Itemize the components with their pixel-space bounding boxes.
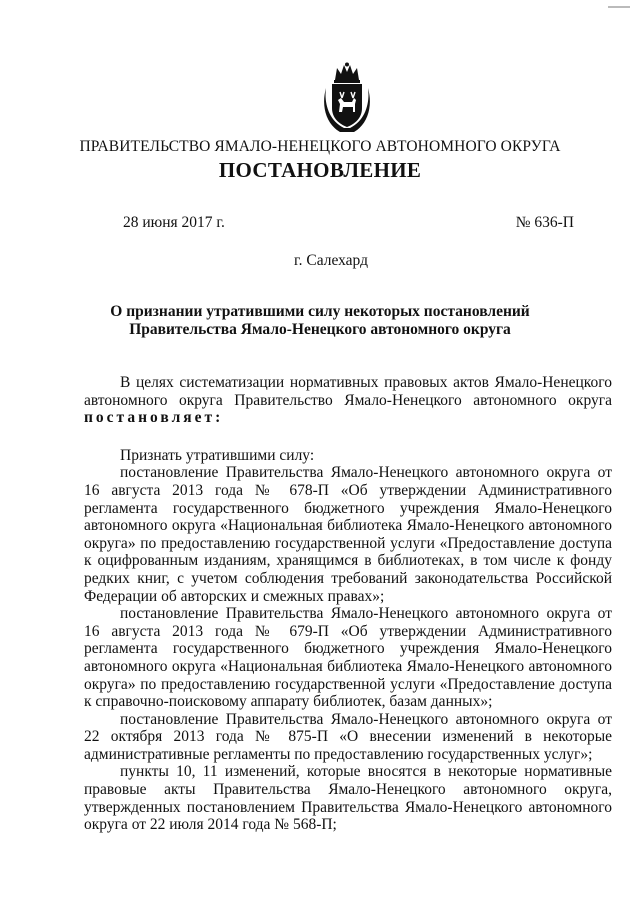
list-item: постановление Правительства Ямало-Ненецкого автономного округа от 16 августа 2013 года № 678-П «Об утверждении Административного регламента государственного бюджетного учреждения Ямало-Ненецкого автономного округа «Национальная библиотека Ямало-Ненецкого автономного округа» по предоставлению государственной услуги «Предоставление доступа к оцифрованным изданиям, хранящимся в библиотеках, в том числе к фонду редких книг, с учетом соблюдения требований законодательства Российской Федерации об авторских и смежных правах»; — [84, 464, 612, 605]
decree-word: постановляет: — [84, 409, 224, 427]
document-number: № 636-П — [515, 214, 574, 231]
yanao-coat-of-arms-icon — [322, 62, 372, 134]
government-name: ПРАВИТЕЛЬСТВО ЯМАЛО-НЕНЕЦКОГО АВТОНОМНОГО ОКРУГА — [79, 138, 561, 155]
document-type: ПОСТАНОВЛЕНИЕ — [218, 158, 422, 182]
intro-text: В целях систематизации нормативных правовых актов Ямало-Ненецкого автономного округа Правительство Ямало-Ненецкого автономного округа — [84, 374, 612, 409]
document-title-line: О признании утратившими силу некоторых постановлений — [110, 303, 530, 320]
intro-paragraph — [84, 374, 612, 427]
list-item: постановление Правительства Ямало-Ненецкого автономного округа от 22 октября 2013 года № 875-П «О внесении изменений в некоторые административные регламенты по предоставлению государственных услуг»; — [84, 710, 612, 763]
document-title — [0, 303, 640, 339]
list-item: постановление Правительства Ямало-Ненецкого автономного округа от 16 августа 2013 года № 679-П «Об утверждении Административного регламента государственного бюджетного учреждения Ямало-Ненецкого автономного округа «Национальная библиотека Ямало-Ненецкого автономного округа» по предоставлению государственной услуги «Предоставление доступа к справочно-поисковому аппарату библиотек, базам данных»; — [84, 605, 612, 711]
document-body — [84, 374, 612, 834]
declare-invalid-paragraph: Признать утратившими силу: — [120, 446, 315, 464]
scan-artifact — [608, 6, 630, 8]
paragraph-gap — [84, 427, 612, 447]
document-title-line: Правительства Ямало-Ненецкого автономного округа — [129, 321, 511, 338]
document-date: 28 июня 2017 г. — [123, 214, 225, 231]
document-city: г. Салехард — [294, 252, 368, 269]
list-item: пункты 10, 11 изменений, которые вносятся в некоторые нормативные правовые акты Правительства Ямало-Ненецкого автономного округа, утвержденных постановлением Правительства Ямало-Ненецкого автономного округа от 22 июля 2014 года № 568-П; — [84, 763, 612, 834]
